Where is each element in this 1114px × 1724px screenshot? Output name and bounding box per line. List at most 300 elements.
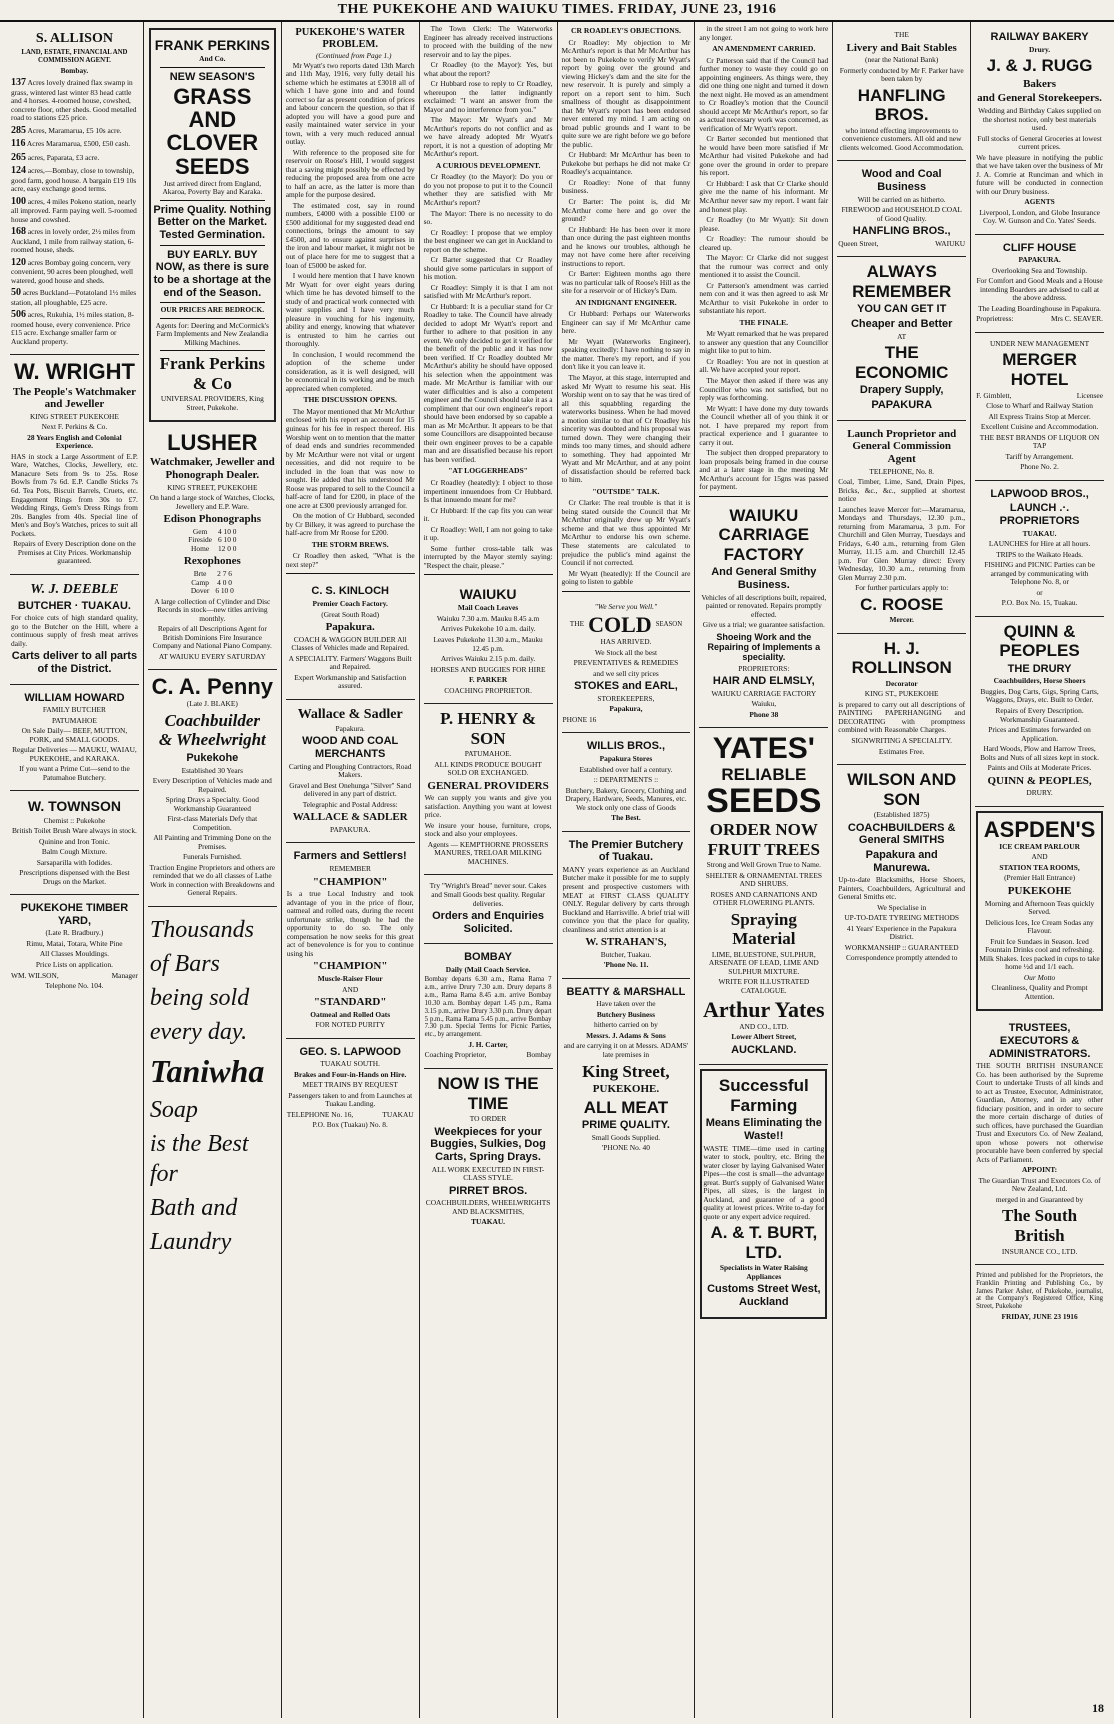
champion-purity: FOR NOTED PURITY [315, 1020, 386, 1030]
script-line: every day. [149, 1018, 248, 1045]
rollinson-ad [837, 634, 966, 765]
paragraph: Cr Roadley (to the Mayor): Do you or do you not propose to put it to the Council whether they are satisfied with Mr McArthur's report? [423, 172, 553, 207]
lapwood-bros-trade: LAUNCH .·. PROPRIETORS [999, 502, 1080, 527]
lusher-address: KING STREET, PUKEKOHE [167, 482, 258, 492]
economic-trade: Drapery Supply, [859, 384, 944, 397]
champion-and: AND [342, 984, 359, 994]
quinn-place: THE DRURY [1007, 662, 1072, 675]
roose-head: Launch Proprietor and General Commission Agent [847, 427, 957, 465]
bombay-trade: Daily (Mail Coach Service. [445, 964, 531, 974]
aspden-morning: Morning and Afternoon Teas quickly Served. [984, 898, 1095, 917]
trustees-merged: merged in and Guaranteed by [995, 1194, 1084, 1204]
timber-manager-role: Manager [111, 970, 138, 980]
perkins-clover: CLOVER SEEDS [166, 130, 259, 179]
col5-paragraphs-1 [562, 39, 691, 296]
perkins-agents: Agents for: Deering and McCormick's Farm Implements and New Zealandia Milking Machines. [155, 320, 270, 347]
script-line: Bath and [149, 1194, 238, 1221]
economic-ad [837, 257, 966, 420]
lapwood-geo-tel: TELEPHONE No. 16, [286, 1109, 354, 1119]
beatty-ad [562, 979, 691, 1161]
paragraph: Leaves Pukekohe 11.30 a.m., Mauku 12.45 p.m. [433, 634, 543, 653]
cold-prev: PREVENTATIVES & REMEDIES [573, 658, 679, 668]
rugg-agents: AGENTS [1024, 197, 1055, 207]
carriage-name: WAIUKU CARRIAGE FACTORY [718, 505, 810, 564]
paragraph: The subject then dropped preparatory to loan proposals being framed in due course and at a later stage in the meeting Mr McArthur's account for 15gns was passed for payment. [699, 448, 829, 492]
pirret-place: TUAKAU. [471, 1217, 505, 1227]
wright-ad [10, 355, 139, 574]
script-line: Thousands [149, 916, 254, 943]
townson-trade: Chemist :: Pukekohe [43, 815, 106, 825]
listing-number: 116 [11, 138, 26, 150]
paragraph: The Mayor: There is no necessity to do so. [423, 208, 553, 227]
pirret-trade: COACHBUILDERS, WHEELWRIGHTS AND BLACKSMITHS, [425, 1198, 551, 1216]
aspden-and: AND [1031, 852, 1048, 862]
cliff-leading: The Leading Boardinghouse in Papakura. [978, 303, 1102, 313]
merger-licensee: F. Gimblett, [976, 390, 1012, 400]
burt-ad [700, 1069, 827, 1318]
article-headline: PUKEKOHE'S WATER PROBLEM. [295, 27, 405, 51]
paragraph: Prescriptions dispensed with the Best Drugs on the Market. [19, 868, 130, 886]
lapwood-bros-box: P.O. Box No. 15, Tuakau. [1001, 598, 1078, 608]
cold-arrived: HAS ARRIVED. [600, 637, 652, 647]
cliff-over: Overlooking Sea and Township. [992, 265, 1088, 275]
rollinson-name: H. J. ROLLINSON [851, 638, 952, 678]
strahan-trade: Butcher, Tuakau. [600, 949, 652, 959]
yates-spraying: Spraying Material [730, 909, 797, 949]
willis-place: Papakura Stores [599, 754, 653, 764]
masthead: THE PUKEKOHE AND WAIUKU TIMES. FRIDAY, JUNE 23, 1916 [0, 0, 1114, 22]
col4-sub-curious: A CURIOUS DEVELOPMENT. [435, 160, 541, 170]
script-line: Taniwha [149, 1052, 265, 1089]
wilson-spec: We Specialise in [877, 902, 927, 912]
carriage-trial: Give us a trial; we guarantee satisfaction. [702, 620, 825, 630]
champion-name2: "CHAMPION" [312, 960, 388, 973]
listing-number: 137 [11, 77, 26, 89]
champion-oats: Oatmeal and Rolled Oats [310, 1009, 391, 1019]
yates-lime: LIME, BLUESTONE, SULPHUR, ARSENATE OF LEAD, LIME AND SULPHUR MIXTURE. [708, 949, 819, 976]
listing-number: 265 [11, 151, 26, 163]
champion-head: Farmers and Settlers! [293, 850, 407, 863]
cold-phone: PHONE 16 [562, 714, 597, 724]
burt-sub: Means Eliminating the Waste!! [705, 1117, 822, 1142]
listing [11, 196, 138, 225]
yates-l2: RELIABLE [721, 764, 807, 784]
quinn-ad [975, 617, 1104, 807]
economic-at: AT [897, 331, 907, 341]
paragraph: Cr Roadley: I propose that we employ the best engineer we can get in Auckland to report on the scheme. [423, 227, 553, 254]
col5-sub-outside: "OUTSIDE" TALK. [592, 486, 660, 496]
listing-text: acres, Rukuhia, 1½ miles station, 8-roomed house, every convenience. Price £15 acre. Exchange smaller farm or Auckland property. [11, 310, 134, 346]
article-sub-discussion: THE DISCUSSION OPENS. [303, 395, 397, 405]
col4-paragraphs-1 [424, 25, 553, 159]
timber-mouldings: All Classes Mouldings. [39, 949, 110, 959]
cold-firm: STOKES and EARL, [574, 680, 678, 693]
quinn-name: QUINN & PEOPLES [999, 621, 1080, 661]
col6-lead: in the street I am not going to work here any longer. [699, 24, 829, 42]
article-col4 [424, 25, 553, 570]
roose-name: C. ROOSE [860, 594, 944, 614]
henry-name: P. HENRY & SON [440, 709, 537, 748]
kinloch-expert: Expert Workmanship and Satisfaction assured. [294, 672, 407, 691]
waiuku-trade: Mail Coach Leaves [457, 603, 519, 613]
merger-under: UNDER NEW MANAGEMENT [989, 338, 1090, 348]
merger-lic-role: Licensee [1076, 390, 1103, 400]
quinn-trade: Coachbuilders, Horse Shoers [993, 676, 1086, 686]
rollinson-free: Estimates Free. [878, 746, 925, 756]
lusher-stock: On hand a large stock of Watches, Clocks, Jewellery and E.P. Ware. [149, 493, 275, 511]
column-8 [971, 22, 1108, 1718]
imprint-body: Printed and published for the Proprietors, the Franklin Printing and Publishing Co., by James Parker Asher, of Pukekohe, journalist, at the Company's Registered Office, King Street, Pukekohe [976, 1272, 1103, 1311]
listing-number: 285 [11, 124, 26, 136]
aspden-sundaes: Fruit Ice Sundaes in Season. Iced Fountain Drinks cool and refreshing. Milk Shakes. Ices packed in cups to take home ½d and 1/1 each. [979, 936, 1100, 972]
perkins-name: FRANK PERKINS [154, 37, 270, 53]
beatty-quality: PRIME QUALITY. [581, 1119, 670, 1132]
paragraph: Cr Hubbard: I ask that Cr Clarke should give me the name of his informant. Mr McArthur never saw my report. I want fair and honest play. [699, 178, 829, 214]
roose-mercer: Launches leave Mercer for:—Maramarua, Mondays and Thursdays, 12.30 p.m., returning from Maramarua, 3 p.m. For Churchill and Glen Murray, Tuesdays and Fridays, 6.40 a.m., returning from Glen Murray, 11.15 a.m. and Churchill 12.45 p.m. For Glen Murray direct: Every Wednesday, 10.30 a.m., returning from Glen Murray 2.30 p.m. [838, 504, 966, 582]
lusher-repro: Rexophones [183, 555, 241, 568]
quinn-body: Buggies, Dog Carts, Gigs, Spring Carts, Waggons, Drays, etc. Built to Order. [980, 686, 1099, 705]
allison-sub: LAND, ESTATE, FINANCIAL AND COMMISSION AGENT. [21, 49, 128, 64]
script-line: of Bars [149, 950, 220, 977]
timber-woods: Rimu, Matai, Totara, White Pine [26, 938, 123, 948]
wilson-work: WORKMANSHIP :: GUARANTEED [844, 942, 959, 952]
paragraph: Arrives Pukekohe 10 a.m. daily. [440, 624, 536, 634]
willis-name: WILLIS BROS., [586, 740, 666, 753]
trustees-name: The South British [1002, 1206, 1078, 1245]
kinloch-ad [286, 578, 415, 699]
henry-ad [424, 704, 553, 875]
paragraph: Mr Wyatt: I have done my duty towards the Council whether all of you think it or not. I have prepared my report from practical experience and I guarantee to carry it out. [699, 403, 829, 447]
paragraph: The Mayor mentioned that Mr McArthur enclosed with his report an account for 15 guineas for his fee in respect thereof. His Worship went on to mention that the matter of dead ends and sundries recommended by Mr McArthur were not vital or urgent necessities, and did not require to be included in the loan that was now to sought. He added that his understood Mr Roose was prepared to sell to the Council a half-acre of land for £200, in place of the one acre at £300 previously arranged for. [285, 406, 415, 510]
paragraph: Quinine and Iron Tonic. [39, 836, 110, 846]
wallace-addr: WALLACE & SADLER [292, 811, 408, 824]
bombay-times: Bombay departs 6.30 a.m., Rama Rama 7 a.m., arrive Drury 7.30 a.m. Drury departs 8 a.m., Rama Rama 8.45 a.m. arrive Bombay 10.30 a.m. Bombay depart 1.45 p.m., Rama 3.15 p.m., arrive Drury 3.30 p.m. Drury depart 5 p.m., Rama Rama 5.45 p.m., arrive Bombay 7.30 p.m. Special Terms for Picnic Parties, etc., by arrangement. [424, 976, 552, 1039]
paragraph: I would here mention that I have known Mr Wyatt for over eight years during which time he has devoted himself to the study of and practical work connected with water supplies and I have very much pleasure in vouching for his ingenuity, ability and energy, knowing that whatever is entrusted to him he carries out thoroughly. [285, 271, 415, 349]
listing-text: acres,—Bombay, close to township, good farm, good house. A bargain £19 10s acre, easy exchange good terms. [11, 166, 137, 194]
timber-late: (Late R. Bradbury.) [45, 928, 104, 938]
bombay-prop-row [425, 1051, 552, 1060]
cold-tag: "We Serve you Well." [594, 601, 658, 611]
price-value: 4 0 0 [217, 577, 232, 587]
paragraph: The Mayor then asked if there was any Councillor who was not satisfied, but no reply was forthcoming. [699, 376, 829, 403]
water-problem-article [286, 27, 415, 569]
wright-address: KING STREET PUKEKOHE [29, 411, 119, 421]
paragraph: Cr Roadley (heatedly): I object to those impertinent innuendoes from Cr Hubbard. Is that innuendo meant for me? [423, 478, 553, 505]
yates-l1: YATES' [712, 732, 815, 766]
wallace-name: Wallace & Sadler [297, 706, 403, 722]
wood-coal-carried: Will be carried on as hitherto. [857, 194, 946, 204]
livery-near: (near the National Bank) [865, 55, 939, 65]
wallace-gravel: Gravel and Best Onehunga "Silver" Sand delivered in any part of district. [289, 780, 412, 799]
wilson-name: WILSON AND SON [847, 770, 957, 809]
champion-ad [286, 843, 415, 1038]
howard-trade: FAMILY BUTCHER [42, 705, 106, 715]
perkins-buy: BUY EARLY. BUY NOW, as there is sure to be a shortage at the end of the Season. [153, 248, 271, 299]
townson-items [11, 827, 138, 886]
livery-formerly: Formerly conducted by Mr F. Parker have been taken by [839, 65, 964, 84]
beatty-name: BEATTY & MARSHALL [566, 985, 686, 998]
article-paragraphs-1 [286, 62, 415, 394]
roose-apply: For further particulars apply to: [855, 583, 949, 593]
carriage-shoe: Shoeing Work and the Repairing of Implements a speciality. [707, 631, 821, 663]
yates-fruit: FRUIT TREES [707, 839, 820, 859]
perkins-grass: GRASS AND [173, 84, 252, 133]
price-item: Gem [192, 526, 208, 536]
yates-co: AND CO., LTD. [739, 1021, 789, 1031]
burt-body: WASTE TIME—time used in carting water to stock, poultry, etc. Bring the water closer by laying Galvanised Water Pipes—the cost is small—the advantage great. Burt's supply of Galvanised Water Pipes, all sizes, is the largest in Auckland, and guarantee of a good quality at lowest prices. Write to-day for quote or any expert advice required. [703, 1143, 825, 1221]
wallace-addr2: PAPAKURA. [330, 824, 371, 834]
wright-repairs: Repairs of Every Description done on the Premises at City Prices. Workmanship guaranteed. [13, 539, 136, 566]
livery-firm: HANFLING BROS. [857, 85, 946, 125]
col5-sub-objections: CR ROADLEY'S OBJECTIONS. [570, 26, 681, 35]
paragraph: Cr Clarke: The real trouble is that it is being stated outside the Council that Mr McArthur originally drew up Mr Wyatt's scheme and that we thus appointed Mr McArthur to endorse his own scheme. These statements are calculated to prejudice the public's mind against the Council if not corrected. [561, 498, 691, 568]
script-line: being sold [149, 984, 250, 1011]
script-line: Laundry [149, 1228, 232, 1255]
paragraph: British Toilet Brush Ware always in stock. [12, 826, 137, 836]
economic-get: YOU CAN GET IT [857, 303, 947, 316]
yates-order: ORDER NOW [709, 820, 818, 840]
yates-l3: SEEDS [706, 782, 822, 821]
pirret-name: PIRRET BROS. [448, 1184, 528, 1197]
penny-traction: Traction Engine Proprietors and others are reminded that we do all classes of Lathe Work in connection with Breakdowns and General Repairs. [149, 862, 276, 898]
lapwood-bros-trips: TRIPS to the Waikato Heads. [996, 549, 1084, 559]
beatty-phone: 'PHONE No. 40 [601, 1143, 650, 1153]
howard-sale: On Sale Daily— BEEF, MUTTON, PORK, and SMALL GOODS. [21, 726, 128, 744]
pirret-head: NOW IS THE TIME [437, 1074, 539, 1113]
henry-place: PATUMAHOE. [464, 749, 512, 759]
perkins-season: NEW SEASON'S [169, 70, 255, 83]
listing-text: Acres, Maramarua, £5 10s acre. [27, 125, 122, 135]
price-item: Fireside [188, 535, 212, 545]
lapwood-bros-ad [975, 481, 1104, 617]
aspden-ad [976, 811, 1103, 1011]
price-item: Dover [190, 586, 210, 596]
cliff-prop-row [976, 315, 1103, 324]
willis-est: Established over half a century. [579, 764, 673, 774]
listing [11, 257, 138, 286]
rollinson-trade: Decorator [885, 678, 918, 688]
article-col6 [699, 25, 828, 492]
perkins-signature: Frank Perkins & Co [159, 354, 265, 393]
listing-text: Acres Maramarua, £500, £50 cash. [26, 139, 131, 149]
wright-tag: The People's Watchmaker and Jeweller [12, 385, 137, 411]
roose-tel: TELEPHONE, No. 8. [869, 466, 935, 476]
lusher-name: LUSHER [167, 430, 258, 456]
howard-name: WILLIAM HOWARD [24, 691, 125, 704]
paragraph: Arrives Waiuku 2.15 p.m. daily. [440, 654, 536, 664]
lapwood-bros-fishing: FISHING and PICNIC Parties can be arranged by communicating with Telephone No. 8, or [984, 560, 1095, 587]
economic-head: ALWAYS REMEMBER [852, 262, 952, 301]
quinn-paints: Paints and Oils at Moderate Prices. [987, 763, 1092, 773]
price-value: 2 7 6 [217, 569, 232, 579]
penny-place: Pukekohe [186, 751, 239, 764]
price-value: 4 10 0 [217, 526, 237, 536]
paragraph: Cr Barter seconded but mentioned that he would have been more satisfied if Mr McArthur had visited Pukekohe and had gone over the ground in order to prepare his report. [699, 134, 829, 178]
column-3 [282, 22, 420, 1718]
paragraph: Sarsaparilla with Iodides. [36, 857, 113, 867]
price-item: Home [191, 543, 210, 553]
merger-cuisine: Excellent Cuisine and Accommodation. [980, 422, 1099, 432]
lapwood-geo-trains: MEET TRAINS BY REQUEST [302, 1080, 398, 1090]
burt-head: Successful Farming [718, 1076, 809, 1115]
waiuku-horses: HORSES AND BUGGIES FOR HIRE [430, 664, 546, 674]
merger-name: MERGER HOTEL [1002, 350, 1077, 389]
merger-tariff: Tariff by Arrangement. [1005, 451, 1074, 461]
rugg-stocks: Full stocks of General Groceries at lowest current prices. [977, 133, 1102, 152]
carriage-ad [699, 501, 828, 729]
paragraph: On the motion of Cr Hubbard, seconded by Cr Bilkey, it was agreed to purchase the half-acre from Mr Roose for £200. [285, 511, 415, 538]
waiuku-prop: F. PARKER [468, 675, 508, 685]
lapwood-geo-pass: Passengers taken to and from Launches at Tuakau Landing. [288, 1090, 413, 1109]
livery-name: Livery and Bait Stables [846, 41, 957, 54]
rugg-bakery: RAILWAY BAKERY [990, 31, 1089, 43]
south-british-ad [975, 1015, 1104, 1265]
wood-coal-addr-row [838, 240, 965, 249]
henry-insure: We insure your house, furniture, crops, stock and also your employees. [424, 820, 552, 839]
lapwood-bros-name: LAPWOOD BROS., [990, 487, 1089, 500]
strahan-ad [562, 832, 691, 979]
howard-place: PATUMAHOE [51, 715, 97, 725]
cold-role: STOREKEEPERS, [597, 693, 655, 703]
listing [11, 125, 138, 137]
champion-body: Is a true Local Industry and took advantage of you in the price of flour, oatmeal and rolled oats, during the recent unfortunate strike, though he had the opportunity to do so. The only compensation he now seeks for this great act of benevolence is for you to continue using his [286, 889, 414, 958]
quinn-hard: Hard Woods, Plow and Harrow Trees, Bolts and Nuts of all sizes kept in stock. [980, 744, 1099, 762]
column-4 [420, 22, 558, 1718]
merger-lic-row [976, 392, 1103, 401]
yates-roses: ROSES AND CARNATIONS AND OTHER FLOWERING PLANTS. [710, 889, 818, 908]
rugg-trade2: and General Storekeepers. [977, 92, 1102, 105]
paragraph: Cr Barter suggested that Cr Roadley should give some particulars in support of his motion. [423, 255, 553, 282]
col6-paragraphs-1 [699, 57, 828, 316]
col4-paragraphs-3 [424, 479, 553, 570]
paragraph: Cr Patterson's amendment was carried nem con and it was then agreed to ask Mr McArthur to visit Pukekohe in order to substantiate his report. [699, 280, 829, 316]
yates-city: AUCKLAND. [731, 1043, 797, 1056]
listing-number: 506 [11, 309, 26, 321]
beatty-street: King Street, [582, 1061, 670, 1081]
listing [11, 287, 138, 307]
aspden-place: PUKEKOHE [1007, 884, 1072, 897]
quinn-sig: QUINN & PEOPLES, [987, 774, 1092, 787]
bombay-name: BOMBAY [464, 951, 512, 964]
paragraph: Cr Roadley (to the Mayor): Yes, but what about the report? [423, 60, 553, 78]
bread-text: Try "Wright's Bread" never sour. Cakes and Small Goods best quality. Regular deliveries. [429, 881, 547, 908]
rollinson-body: is prepared to carry out all descriptions of PAINTING PAPERHANGING and DECORATING with promptness combined with Reasonable Charges. [838, 699, 966, 735]
strahan-body: MANY years experience as an Auckland Butcher make it possible for me to supply present and prospective customers with MEAT at FIRST CLASS QUALITY ONLY. Regular delivery by carts through Buckland and Harrisville. A brief trial will convince you that the place for quality, cleanliness and strict attention is at [562, 864, 690, 934]
strahan-phone: 'Phone No. 11. [603, 960, 649, 970]
listing-number: 100 [11, 195, 26, 207]
bombay-prop: J. H. Carter, [468, 1039, 508, 1049]
col4-sub-loggerheads: "AT LOGGERHEADS" [448, 466, 528, 476]
burt-spec: Specialists in Water Raising Appliances [719, 1263, 808, 1281]
lusher-waiuku: AT WAIUKU EVERY SATURDAY [158, 651, 266, 661]
livery-ad [837, 24, 966, 161]
penny-ad [148, 670, 277, 907]
willis-list: Butchery, Bakery, Grocery, Clothing and Drapery, Hardware, Seeds, Manures, etc. We stock only one class of Goods [565, 785, 687, 812]
col6-sub-amendment: AN AMENDMENT CARRIED. [712, 44, 816, 54]
listing [11, 77, 138, 123]
lusher-rexo-prices [188, 570, 237, 596]
cold-row [563, 613, 690, 636]
paragraph: Mr Wyatt's two reports dated 13th March and 11th May, 1916, very fully detail his scheme which he estimates at £3018 all of which I have gone into and and found correct so far as present condition of prices and labour concern the question, so that if adopted you will have a good pure and easily maintained water service in your town, with a very much reduced annual outlay. [285, 60, 415, 147]
carriage-phone: Phone 38 [749, 709, 779, 719]
price-value: 6 10 0 [217, 535, 237, 545]
economic-name: THE ECONOMIC [854, 343, 949, 382]
wood-coal-fire: FIREWOOD and HOUSEHOLD COAL of Good Quality. [841, 205, 962, 223]
wood-coal-place: WAIUKU [935, 238, 966, 248]
wilson-est: (Established 1875) [873, 810, 930, 820]
henry-agents: Agents — KEMPTHORNE PROSSERS MANURES, TRELOAR MILKING MACHINES. [427, 839, 549, 866]
yates-street: Lower Albert Street, [731, 1032, 797, 1042]
paragraph: Balm Cough Mixture. [41, 847, 107, 857]
lapwood-bros-place: TUAKAU. [1022, 528, 1057, 538]
penny-painting: All Painting and Trimming Done on the Premises. [153, 833, 272, 851]
perkins-sig-sub: UNIVERSAL PROVIDERS, King Street, Pukekohe. [160, 394, 264, 412]
col5-sub-engineer: AN INDIGNANT ENGINEER. [575, 297, 677, 307]
merger-close: Close to Wharf and Railway Station [986, 401, 1093, 411]
beatty-allmeat: ALL MEAT [583, 1097, 669, 1117]
perkins-prices: OUR PRICES ARE BEDROCK. [160, 305, 265, 315]
beatty-place: PUKEKOHE. [592, 1083, 660, 1096]
beatty-small: Small Goods Supplied. [591, 1132, 661, 1142]
lusher-records: A large collection of Cylinder and Disc Records in stock—new titles arriving monthly. [154, 596, 271, 623]
rugg-cakes: Wedding and Birthday Cakes supplied on the shortest notice, only best materials used. [978, 105, 1101, 133]
trustees-body: THE SOUTH BRITISH INSURANCE Co. has been authorised by the Supreme Court to undertake Trusts of all kinds and to act as Trustee, Executor, Administrator, Guardian, Attorney, and in any other fiduciary position, and in order to secure the more certain discharge of duties of such offices, have purchased the Guardian Trust and Executors Co. of New Zealand, upon whose powers not otherwise procurable have been conferred by special Acts of Parliament. [976, 1061, 1103, 1164]
willis-ad [562, 733, 691, 831]
timber-phone: Telephone No. 104. [45, 981, 104, 991]
yates-name: Arthur Yates [703, 996, 825, 1022]
paragraph: Cr Roadley (to Mr Wyatt): Sit down please. [699, 215, 829, 233]
paragraph: Cr Hubbard: Perhaps our Waterworks Engineer can say if Mr McArthur came here. [561, 309, 691, 336]
willis-best: The Best. [611, 813, 641, 823]
deeble-trade: BUTCHER · TUAKAU. [17, 599, 131, 612]
perkins-ad [149, 28, 276, 422]
economic-cheaper: Cheaper and Better [850, 318, 953, 331]
roose-ad [837, 421, 966, 634]
kinloch-name: C. S. KINLOCH [311, 585, 389, 598]
livery-the: THE [894, 30, 909, 39]
trustees-guardian: The Guardian Trust and Executors Co. of New Zealand, Ltd. [978, 1175, 1101, 1194]
penny-materials: First-class Materials Defy that Competition. [167, 814, 258, 832]
yates-write: WRITE FOR ILLUSTRATED CATALOGUE. [718, 977, 810, 995]
waiuku-coach-ad [424, 579, 553, 704]
listing [11, 152, 138, 164]
penny-trade1: Coachbuilder [164, 710, 261, 730]
column-2 [144, 22, 282, 1718]
roose-coal: Coal, Timber, Lime, Sand, Drain Pipes, Bricks, &c., &c., supplied at shortest notice [838, 477, 966, 504]
listing-number: 120 [11, 256, 26, 268]
kinloch-spec: A SPECIALITY. Farmers' Waggons Built and Repaired. [288, 653, 412, 672]
column-7 [833, 22, 971, 1718]
col6-sub-finale: THE FINALE. [739, 317, 789, 327]
beatty-taken: Have taken over the [596, 999, 656, 1009]
trustees-co: INSURANCE CO., LTD. [1001, 1246, 1078, 1256]
waiuku-prop-role: COACHING PROPRIETOR. [444, 685, 532, 695]
livery-improve: who intend effecting improvements to convenience customers. All old and new clients welcomed. Good Accommodation. [839, 125, 964, 152]
yates-ad [699, 728, 828, 1065]
timber-manager: WM. WILSON, [11, 970, 59, 980]
penny-name: C. A. Penny [151, 674, 274, 700]
aspden-tea: STATION TEA ROOMS, [999, 862, 1080, 872]
cold-name: COLD [588, 612, 652, 638]
wright-exp: 28 Years English and Colonial Experience. [27, 432, 122, 451]
listing-text: acres, 4 miles Pokeno station, nearly all improved. Farm paying well. 5-roomed house and cowshed. [11, 196, 137, 224]
listing [11, 309, 138, 346]
paragraph: Mr Wyatt remarked that he was prepared to answer any question that any Councillor might like to put to him. [699, 329, 829, 356]
burt-name: A. & T. BURT, LTD. [710, 1223, 818, 1262]
wallace-ad [286, 700, 415, 844]
penny-est: Established 30 Years [181, 765, 243, 775]
paragraph: Cr Hubbard rose to reply to Cr Roadley, whereupon the latter indignantly exclaimed: "I want an answer from the Mayor and no interference from you." [423, 79, 553, 114]
